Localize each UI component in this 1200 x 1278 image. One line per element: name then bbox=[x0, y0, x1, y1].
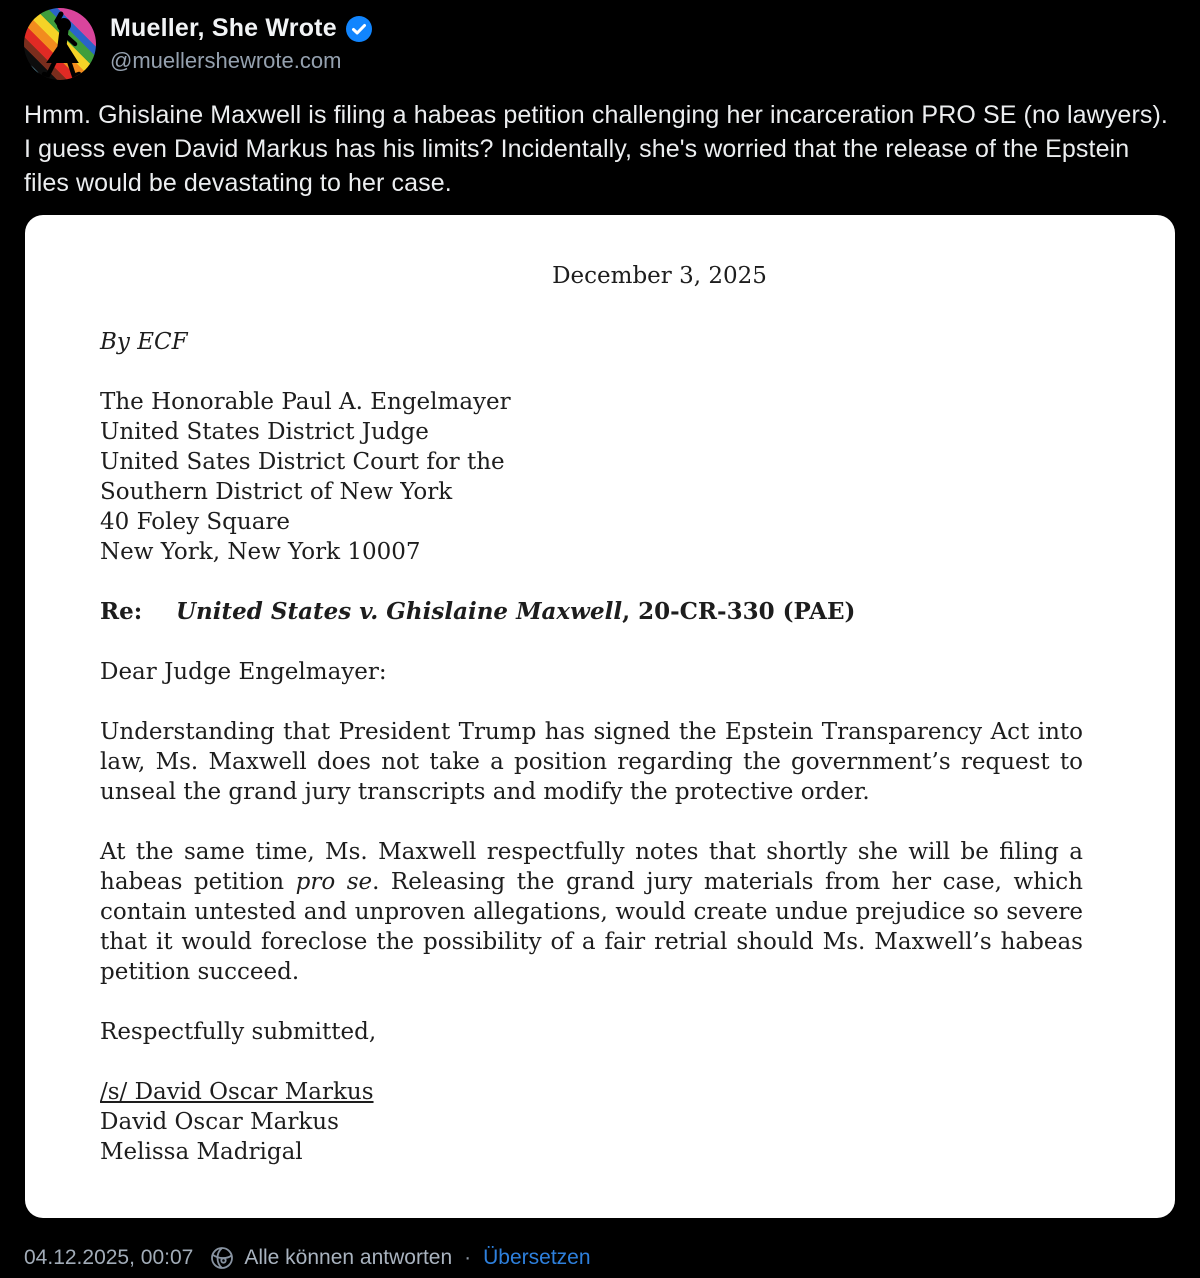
author-handle[interactable]: @muellershewrote.com bbox=[110, 48, 342, 73]
globe-icon bbox=[209, 1245, 235, 1271]
re-case-number: , 20-CR-330 (PAE) bbox=[622, 598, 856, 625]
letter-re-line bbox=[100, 597, 1083, 627]
re-text bbox=[176, 597, 855, 627]
signer-name: Melissa Madrigal bbox=[100, 1139, 303, 1165]
post-body-text: Hmm. Ghislaine Maxwell is filing a habeas petition challenging her incarceration PRO SE (no lawyers). I guess even David Markus has his limits? Incidentally, she's worried that the release of the Epstein files would be devastating to her case. bbox=[24, 101, 1168, 197]
address-line: The Honorable Paul A. Engelmayer bbox=[100, 389, 511, 415]
letter-paragraph-2 bbox=[100, 837, 1083, 987]
address-line: United States District Judge bbox=[100, 419, 429, 445]
translate-link[interactable]: Übersetzen bbox=[483, 1246, 591, 1269]
verified-badge-icon bbox=[346, 16, 372, 42]
signer-name: David Oscar Markus bbox=[100, 1109, 339, 1135]
author-display-name[interactable]: Mueller, She Wrote bbox=[110, 14, 337, 42]
address-line: Southern District of New York bbox=[100, 479, 453, 505]
signature-line: /s/ David Oscar Markus bbox=[100, 1079, 374, 1105]
letter-salutation: Dear Judge Engelmayer: bbox=[100, 659, 387, 685]
letter-paragraph-1: Understanding that President Trump has signed the Epstein Transparency Act into law, Ms. Maxwell does not take a position regarding the government’s request to unseal the grand jury transcripts and modify the protective order. bbox=[100, 719, 1083, 805]
address-line: New York, New York 10007 bbox=[100, 539, 421, 565]
avatar[interactable] bbox=[24, 8, 96, 80]
letter-delivery-method: By ECF bbox=[100, 329, 188, 355]
letter-signature-block bbox=[100, 1077, 1083, 1167]
timestamp: 04.12.2025, 00:07 bbox=[24, 1246, 194, 1269]
letter-closing: Respectfully submitted, bbox=[100, 1019, 377, 1045]
address-line: 40 Foley Square bbox=[100, 509, 291, 535]
embedded-letter-image[interactable] bbox=[25, 215, 1175, 1218]
letter-address-block bbox=[100, 387, 1083, 567]
paragraph-2-before: At the same time, Ms. Maxwell respectfully notes that shortly she will be filing a habeas petition bbox=[100, 839, 1083, 895]
re-label: Re: bbox=[100, 598, 143, 625]
address-line: United Sates District Court for the bbox=[100, 449, 505, 475]
author-identity bbox=[110, 14, 372, 74]
letter-date: December 3, 2025 bbox=[552, 263, 767, 289]
reply-setting-label: Alle können antworten bbox=[244, 1246, 453, 1269]
dot-separator: · bbox=[464, 1246, 472, 1269]
paragraph-2-italic: pro se bbox=[295, 869, 373, 895]
re-case-name: United States v. Ghislaine Maxwell bbox=[176, 598, 623, 625]
post-header bbox=[24, 8, 1176, 80]
dancer-silhouette-icon bbox=[24, 8, 96, 80]
letter-content bbox=[25, 215, 1175, 1167]
post-footer bbox=[24, 1245, 1176, 1271]
paragraph-2-after: . Releasing the grand jury materials from her case, which contain untested and unproven allegations, would create undue prejudice so severe that it would foreclose the possibility of a fair retrial should Ms. Maxwell’s habeas petition succeed. bbox=[100, 869, 1083, 985]
